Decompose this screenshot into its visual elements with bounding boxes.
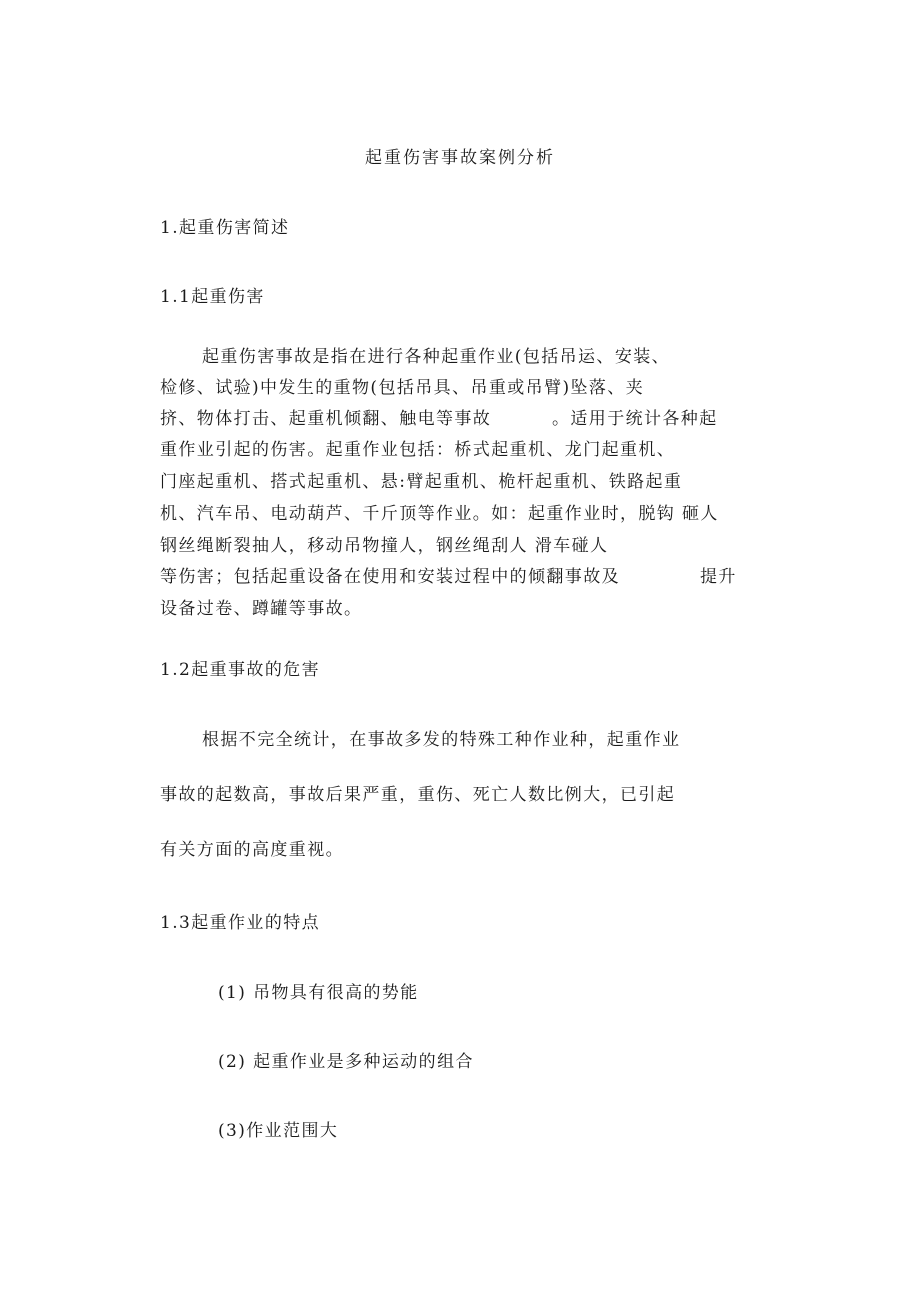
paragraph-line: 设备过卷、蹲罐等事故。: [160, 599, 363, 619]
paragraph-line: 起重伤害事故是指在进行各种起重作业(包括吊运、安装、: [202, 347, 671, 367]
section-1-3-heading: 1.3起重作业的特点: [160, 913, 321, 933]
paragraph-line: 根据不完全统计，在事故多发的特殊工种作业种，起重作业: [202, 730, 681, 750]
paragraph-line: 等伤害；包括起重设备在使用和安装过程中的倾翻事故及: [160, 567, 620, 587]
paragraph-line: 重作业引起的伤害。起重作业包括：桥式起重机、龙门起重机、: [160, 440, 676, 460]
list-item: (2) 起重作业是多种运动的组合: [218, 1052, 474, 1072]
paragraph-line: 有关方面的高度重视。: [160, 840, 344, 860]
paragraph-line: 钢丝绳断裂抽人，移动吊物撞人，钢丝绳刮人 滑车碰人: [160, 536, 609, 556]
list-item: (3)作业范围大: [218, 1121, 339, 1141]
document-title: 起重伤害事故案例分析: [365, 148, 555, 168]
section-1-2-heading: 1.2起重事故的危害: [160, 660, 321, 680]
paragraph-line: 事故的起数高，事故后果严重，重伤、死亡人数比例大，已引起: [160, 785, 676, 805]
section-1-heading: 1.起重伤害简述: [160, 218, 290, 238]
paragraph-line: 机、汽车吊、电动葫芦、千斤顶等作业。如：起重作业时，脱钩 砸人: [160, 504, 719, 524]
paragraph-line: 检修、试验)中发生的重物(包括吊具、吊重或吊臂)坠落、夹: [160, 378, 645, 398]
paragraph-line: 挤、物体打击、起重机倾翻、触电等事故: [160, 409, 492, 429]
paragraph-line: 门座起重机、搭式起重机、悬:臂起重机、桅杆起重机、铁路起重: [160, 472, 683, 492]
section-1-1-heading: 1.1起重伤害: [160, 287, 265, 307]
paragraph-line-continuation: 。适用于统计各种起: [552, 409, 718, 429]
paragraph-line-continuation: 提升: [700, 567, 737, 587]
list-item: (1) 吊物具有很高的势能: [218, 983, 419, 1003]
